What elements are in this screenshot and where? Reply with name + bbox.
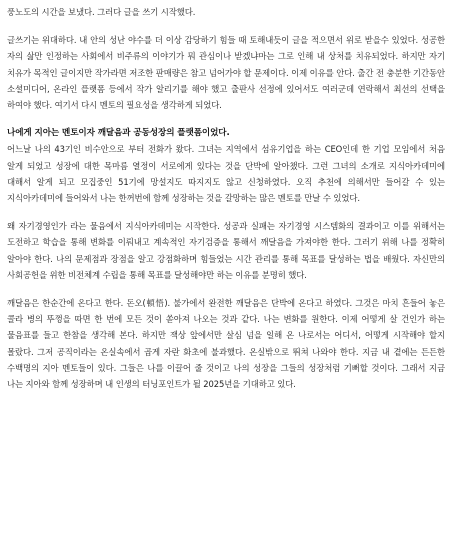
spacer — [7, 20, 445, 32]
paragraph-joining-academy: 어느날 나의 43기인 비수안으로 부터 전화가 왔다. 그녀는 지역에서 섬유기업을 하는 CEO인데 한 기업 모임에서 처음 알게 되었고 성장에 대한 목마름 열정이 서로에게 있다는 것을 단박에 알아챘다. 그런 그녀의 소개로 지식아카데미에 대해서 알게 되고 모집중인 51기에 망설지도 따지지도 않고 신청하였다. 오직 추천에 의해서만 들어갈 수 있는 지식아카데미에 들어와서 나는 한꺼번에 함께 성장하는 것을 갈망하는 많은 멘토를 만날 수 있었다. — [7, 144, 445, 204]
spacer — [7, 283, 445, 295]
section-heading: 나에게 지아는 멘토이자 깨달음과 공동성장의 플랫폼이었다. — [7, 128, 230, 139]
spacer — [7, 206, 445, 218]
spacer — [7, 113, 445, 125]
paragraph-enlightenment: 깨달음은 한순간에 온다고 한다. 돈오(頓悟). 불가에서 완전한 깨달음은 단박에 온다고 하였다. 그것은 마치 흔들어 놓은 콜라 병의 뚜껑을 따면 한 번에 모든 것이 쏟아져 나오는 것과 같다. 나는 변화를 원한다. 이제 어떻게 살 건인가 하는 물음표를 들고 한참을 생각해 본다. 하지만 잭상 앞에서만 살심 넘을 일해 온 나로서는 어디서, 어떻게 시작해야 할지 몰랐다. 그저 공직이라는 온실속에서 곱게 자란 화초에 불과했다. 온실밖으로 뛰쳐 나와야 한다. 지금 내 곁에는 든든한 수백명의 지아 멘토들이 있다. 그들은 나를 이끌어 줄 것이고 나의 성장을 그들의 성장처럼 기뻐할 것이다. 그래서 지금 나는 지아와 함께 성장하며 내 인생의 터닝포인트가 될 2025년을 기대하고 있다. — [7, 298, 445, 390]
paragraph-self-management: 왜 자기경영인가 라는 물음에서 지식아카데미는 시작한다. 성공과 실패는 자기경영 시스템화의 결과이고 이를 위해서는 도전하고 학습을 통해 변화를 이뤄내고 계속적인 자기검증을 통해서 깨달음을 가져야한 한다. 그러기 위해 나를 정확히 알아야 한다. 나의 문제점과 장점을 알고 강점화하며 힘들었는 시간 관리를 통해 목표를 달성하는 법을 배웠다. 자신만의 사회공헌을 위한 비전체계 수립을 통해 목표를 달성해야만 하는 이유를 분명히 했다. — [7, 221, 445, 280]
paragraph-writing-greatness: 글쓰기는 위대하다. 내 안의 성난 야수를 더 이상 감당하기 힘들 때 토해내듯이 글을 적으면서 위로 받을수 있었다. 성공한 자의 삶만 인정하는 사회에서 비주류의 이야기가 뭐 관심이나 받겠냐마는 그로 인해 내 상처를 치유되었다. 하지만 자기 치유가 목적인 글이지만 작가라면 저조한 판매량은 참고 넘어가야 할 문제이다. 이제 이유를 안다. 출간 전 충분한 기간동안 소셜미디어, 온라인 플랫폼 등에서 작가 알리기를 해야 했고 출판사 선정에 있어서도 여러군데 연락해서 최선의 선택을 하여야 했다. 여기서 다시 멘토의 필요성을 생각하게 되었다. — [7, 35, 445, 111]
opening-line: 풍노도의 시간을 보냈다. 그러다 글을 쓰기 시작했다. — [7, 7, 196, 17]
